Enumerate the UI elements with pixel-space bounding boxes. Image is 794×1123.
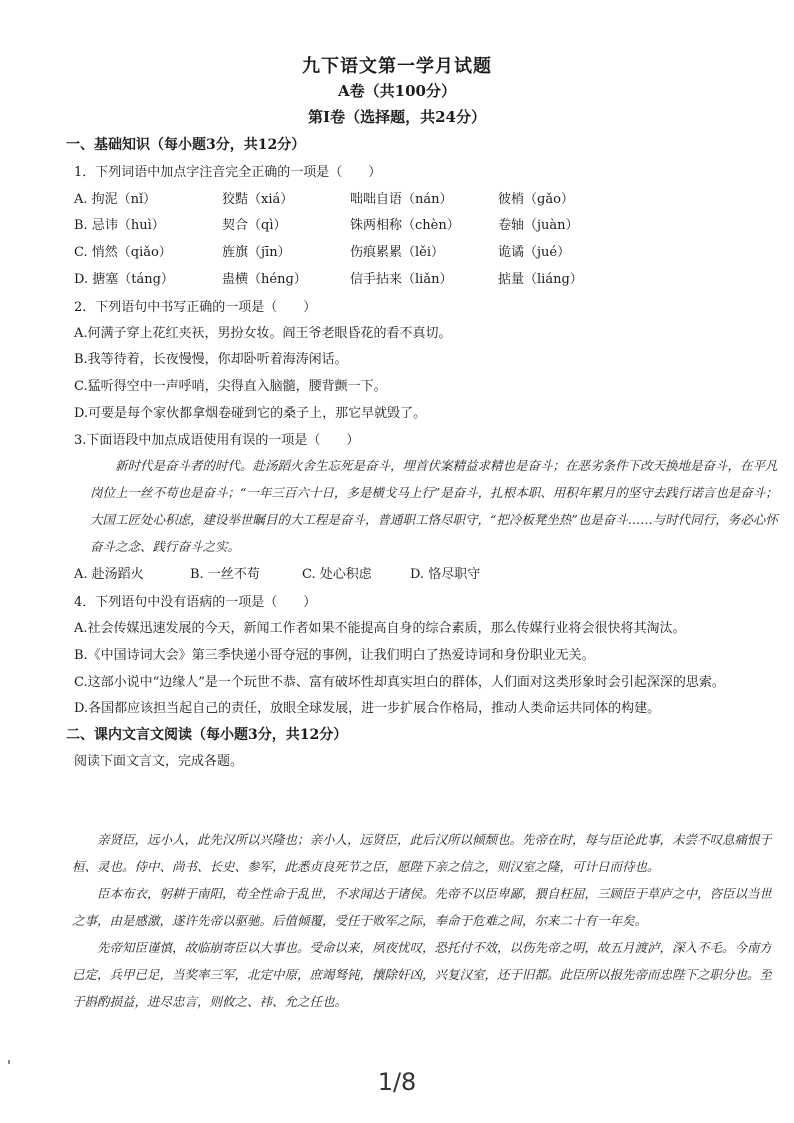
classical-text-paragraph-3: 先帝知臣谨慎，故临崩寄臣以大事也。受命以来，夙夜忧叹，恐托付不效，以伤先帝之明，故五月渡泸，深入不毛。今南方已定，兵甲已足，当奖率三军，北定中原，庶竭驽钝，攘除奸凶，兴复汉室，还于旧都。此臣所以报先帝而忠陛下之职分也。至于斟酌损益，进尽忠言，则攸之、祎、允之任也。: [72, 940, 772, 1009]
q3-option-c: C. 处心积虑: [302, 567, 372, 582]
q1-option-c-3: 伤痕累累（lěi）: [350, 245, 445, 260]
q1-option-d-3: 信手拈来（liǎn）: [350, 272, 453, 287]
q1-option-a-3: 咄咄自语（nán）: [350, 192, 453, 207]
q4-option-a: A.社会传媒迅速发展的今天，新闻工作者如果不能提高自身的综合素质，那么传媒行业将会很快将其淘汰。: [74, 621, 686, 636]
q1-option-a-2: 狡黠（xiá）: [222, 192, 294, 207]
section1-heading: 一、基础知识（每小题3分，共12分）: [66, 137, 306, 153]
q1-option-c-4: 诡谲（jué）: [498, 245, 571, 260]
q1-option-b-1: B. 忌讳（huì）: [74, 218, 165, 233]
q1-option-c-1: C. 悄然（qiǎo）: [74, 245, 172, 260]
q1-option-a-4: 彼梢（ɡǎo）: [498, 192, 574, 207]
classical-text-paragraph-2: 臣本布衣，躬耕于南阳，苟全性命于乱世，不求闻达于诸侯。先帝不以臣卑鄙，猥自枉屈，三顾臣于草庐之中，咨臣以当世之事，由是感激，遂许先帝以驱驰。后值倾覆，受任于败军之际，奉命于危难之间，尔来二十有一年矣。: [72, 886, 772, 928]
q4-option-d: D.各国都应该担当起自己的责任，放眼全球发展，进一步扩展合作格局，推动人类命运共同体的构建。: [74, 701, 661, 716]
q3-stem: 3.下面语段中加点成语使用有误的一项是（ ）: [74, 433, 360, 448]
q4-option-c: C.这部小说中“边缘人”是一个玩世不恭、富有破坏性却真实坦白的群体，人们面对这类形象时会引起深深的思索。: [74, 675, 725, 690]
q4-option-b: B.《中国诗词大会》第三季快递小哥夺冠的事例，让我们明白了热爱诗词和身份职业无关。: [74, 648, 595, 663]
q1-option-a-1: A. 拘泥（nǐ）: [74, 192, 157, 207]
q1-option-d-4: 掂量（liánɡ）: [498, 272, 583, 287]
q3-option-a: A. 赴汤蹈火: [74, 567, 144, 582]
q2-option-c: C.猛听得空中一声呼哨，尖得直入脑髓，腰背颤一下。: [74, 379, 387, 394]
section2-instruction: 阅读下面文言文，完成各题。: [74, 754, 244, 769]
q1-option-b-3: 铢两相称（chèn）: [350, 218, 460, 233]
scan-mark: [8, 1060, 10, 1064]
q1-stem: 1．下列词语中加点字注音完全正确的一项是（ ）: [74, 165, 382, 180]
q1-option-c-2: 旌旗（jīn）: [222, 245, 291, 260]
exam-part-heading: 第I卷（选择题，共24分）: [308, 108, 486, 126]
q2-option-b: B.我等待着，长夜慢慢，你却卧听着海涛闲话。: [74, 352, 348, 367]
q1-option-b-4: 卷轴（juàn）: [498, 218, 579, 233]
exam-subtitle: A卷（共100分）: [338, 82, 456, 100]
q1-option-d-1: D. 搪塞（táng）: [74, 272, 174, 287]
q4-stem: 4．下列语句中没有语病的一项是（ ）: [74, 595, 317, 610]
q3-passage: 新时代是奋斗者的时代。赴汤蹈火舍生忘死是奋斗，埋首伏案精益求精也是奋斗；在恶劣条件下改天换地是奋斗，在平凡岗位上一丝不苟也是奋斗；“一年三百六十日，多是横戈马上行”是奋斗，扎根本职、用积年累月的坚守去践行诺言也是奋斗；大国工匠处心积虑，建设举世瞩目的大工程是奋斗，普通职工恪尽职守，“把冷板凳坐热”也是奋斗……与时代同行，务必心怀奋斗之念、践行奋斗之实。: [90, 458, 778, 554]
q2-option-d: D.可要是每个家伙都拿烟卷碰到它的桑子上，那它早就毁了。: [74, 406, 427, 421]
q1-option-b-2: 契合（qì）: [222, 218, 287, 233]
q1-option-d-2: 蛊横（hénɡ）: [222, 272, 307, 287]
page-number: 1/8: [377, 1068, 417, 1096]
q3-option-b: B. 一丝不苟: [190, 567, 260, 582]
section2-heading: 二、课内文言文阅读（每小题3分，共12分）: [66, 727, 348, 743]
classical-text-paragraph-1: 亲贤臣，远小人，此先汉所以兴隆也；亲小人，远贤臣，此后汉所以倾颓也。先帝在时，每与臣论此事，未尝不叹息痛恨于桓、灵也。侍中、尚书、长史、参军，此悉贞良死节之臣，愿陛下亲之信之，则汉室之隆，可计日而待也。: [72, 832, 772, 874]
q2-option-a: A.何满子穿上花红夹祆，男扮女妆。阎王爷老眼昏花的看不真切。: [74, 326, 452, 341]
q3-option-d: D. 恪尽职守: [410, 567, 481, 582]
q2-stem: 2．下列语句中书写正确的一项是（ ）: [74, 300, 317, 315]
exam-title: 九下语文第一学月试题: [302, 56, 492, 77]
